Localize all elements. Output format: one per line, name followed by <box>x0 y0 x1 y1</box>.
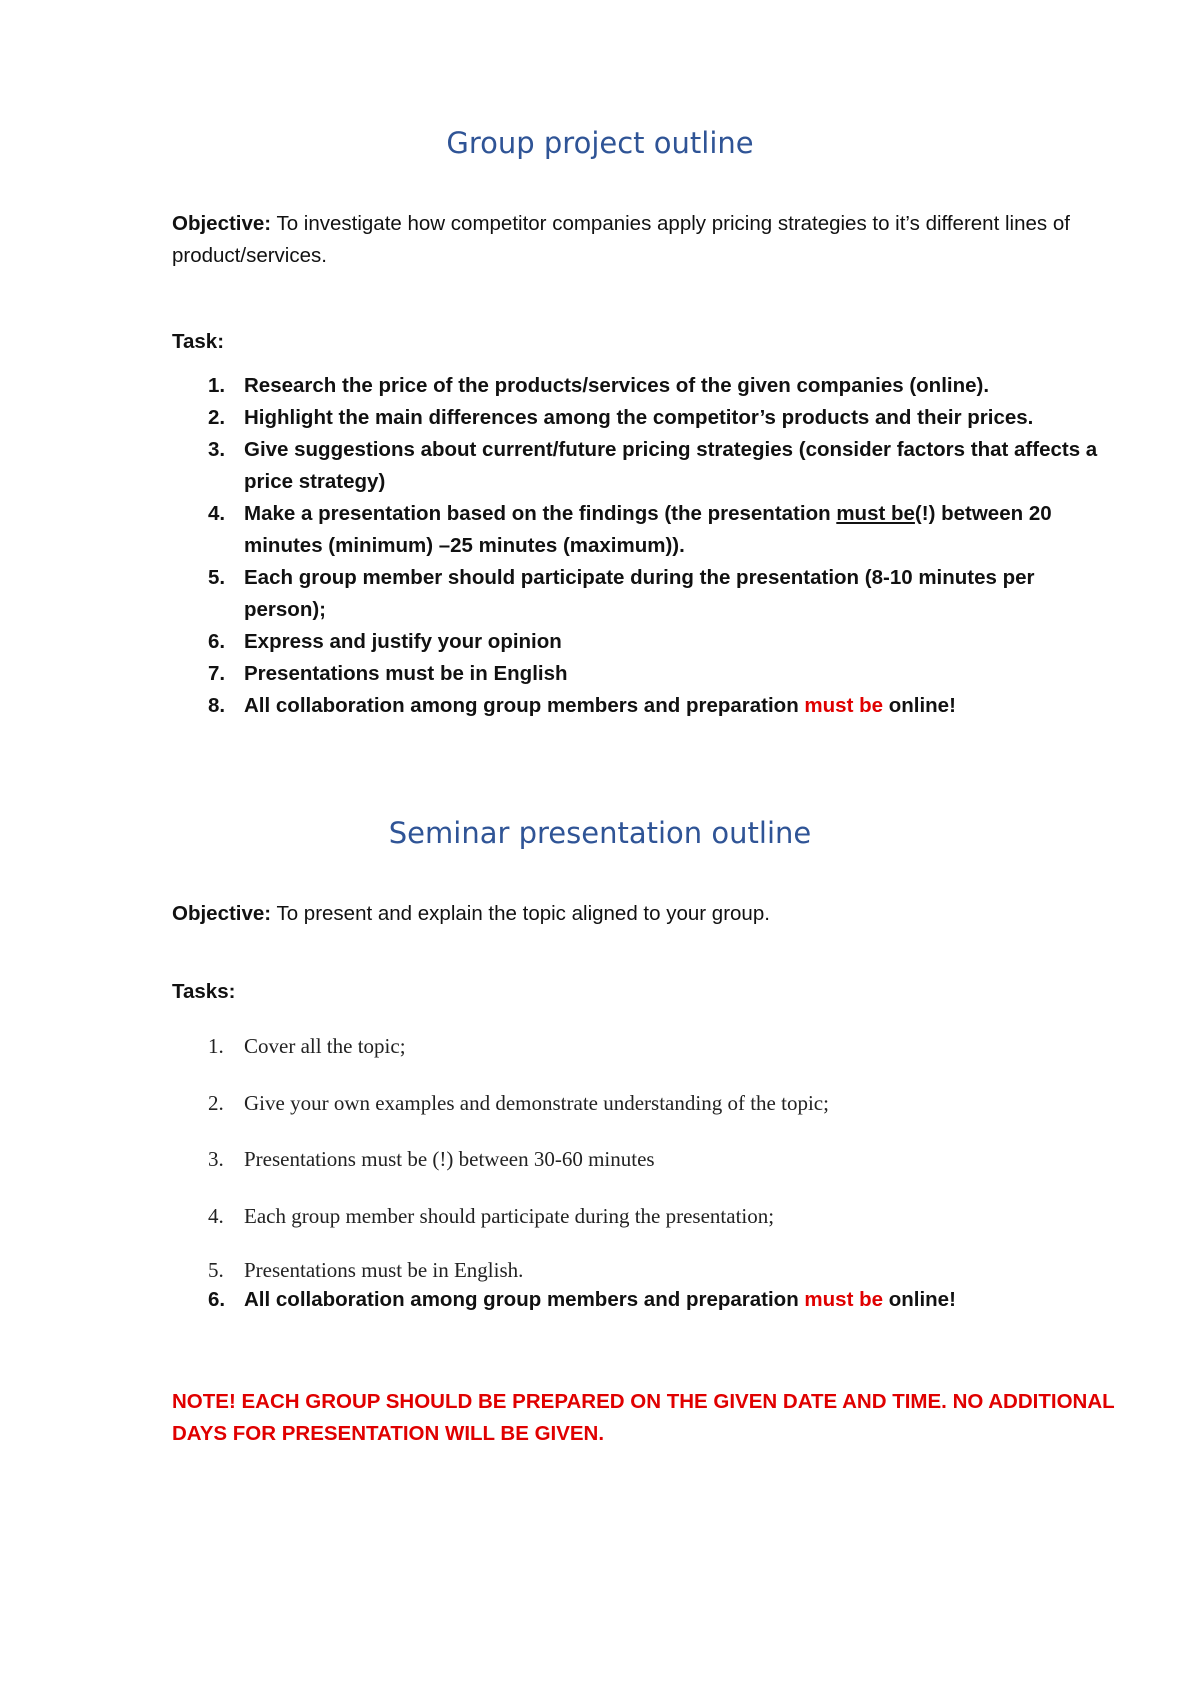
list-item-text: Express and justify your opinion <box>244 630 562 653</box>
list-item-text: Research the price of the products/services of the given companies (online). <box>244 374 990 397</box>
list-number: 4. <box>208 1204 224 1228</box>
note-warning: NOTE! EACH GROUP SHOULD BE PREPARED ON THE GIVEN DATE AND TIME. NO ADDITIONAL DAYS FOR PRESENTATION WILL BE GIVEN. <box>172 1390 1115 1445</box>
list-item-text: All collaboration among group members and preparation <box>244 1288 805 1311</box>
list-item <box>172 1030 1112 1062</box>
task-label: Task: <box>172 330 225 353</box>
objective-text: To present and explain the topic aligned to your group. <box>271 902 770 925</box>
list-item-text: (!) between 20 minutes (minimum) –25 minutes (maximum)). <box>244 502 1052 557</box>
list-number: 2. <box>208 406 226 429</box>
list-item <box>172 1087 1112 1119</box>
list-item <box>172 498 1112 562</box>
emphasis-red-text: must be <box>804 694 884 717</box>
objective-label: Objective: <box>172 902 272 925</box>
list-number: 6. <box>208 1288 226 1311</box>
list-item <box>172 690 1112 722</box>
list-number: 1. <box>208 374 226 397</box>
list-item <box>172 562 1112 626</box>
emphasis-red-text: must be <box>804 1288 884 1311</box>
list-item-text: All collaboration among group members and preparation <box>244 694 805 717</box>
list-item <box>172 1284 1112 1316</box>
objective-label: Objective: <box>172 212 272 235</box>
list-item <box>172 626 1112 658</box>
list-item-text: online! <box>883 694 956 717</box>
group-project-task-list <box>172 370 1112 722</box>
list-number: 3. <box>208 1147 224 1171</box>
underlined-text: must be <box>836 502 915 525</box>
list-item <box>172 1256 1112 1284</box>
list-item <box>172 1200 1112 1232</box>
list-item-text: Each group member should participate during the presentation; <box>244 1204 775 1228</box>
list-item-text: Give suggestions about current/future pricing strategies (consider factors that affects a price strategy) <box>244 438 1098 493</box>
list-item-text: Make a presentation based on the findings (the presentation <box>244 502 837 525</box>
list-number: 5. <box>208 566 226 589</box>
list-item-text: Presentations must be in English <box>244 662 568 685</box>
list-number: 7. <box>208 662 226 685</box>
list-number: 3. <box>208 438 226 461</box>
list-item-text: Give your own examples and demonstrate understanding of the topic; <box>244 1091 829 1115</box>
list-item-text: Presentations must be in English. <box>244 1258 524 1282</box>
list-item <box>172 402 1112 434</box>
seminar-task-list <box>172 1030 1112 1316</box>
list-item <box>172 370 1112 402</box>
list-item <box>172 1143 1112 1175</box>
seminar-presentation-title: Seminar presentation outline <box>388 816 812 850</box>
list-number: 8. <box>208 694 226 717</box>
list-number: 6. <box>208 630 226 653</box>
list-item-text: Presentations must be (!) between 30-60 minutes <box>244 1147 655 1171</box>
list-item-text: Each group member should participate during the presentation (8-10 minutes per person); <box>244 566 1035 621</box>
seminar-objective <box>172 898 1112 930</box>
list-item <box>172 658 1112 690</box>
list-item-text: Highlight the main differences among the competitor’s products and their prices. <box>244 406 1034 429</box>
tasks-label: Tasks: <box>172 980 236 1003</box>
group-project-title: Group project outline <box>446 126 754 160</box>
list-number: 1. <box>208 1034 224 1058</box>
list-item <box>172 434 1112 498</box>
list-item-text: online! <box>883 1288 956 1311</box>
list-item-text: Cover all the topic; <box>244 1034 406 1058</box>
list-number: 5. <box>208 1258 224 1282</box>
list-number: 2. <box>208 1091 224 1115</box>
objective-text: To investigate how competitor companies apply pricing strategies to it’s different lines of product/services. <box>172 212 1070 267</box>
group-project-objective <box>172 208 1112 272</box>
list-number: 4. <box>208 502 226 525</box>
